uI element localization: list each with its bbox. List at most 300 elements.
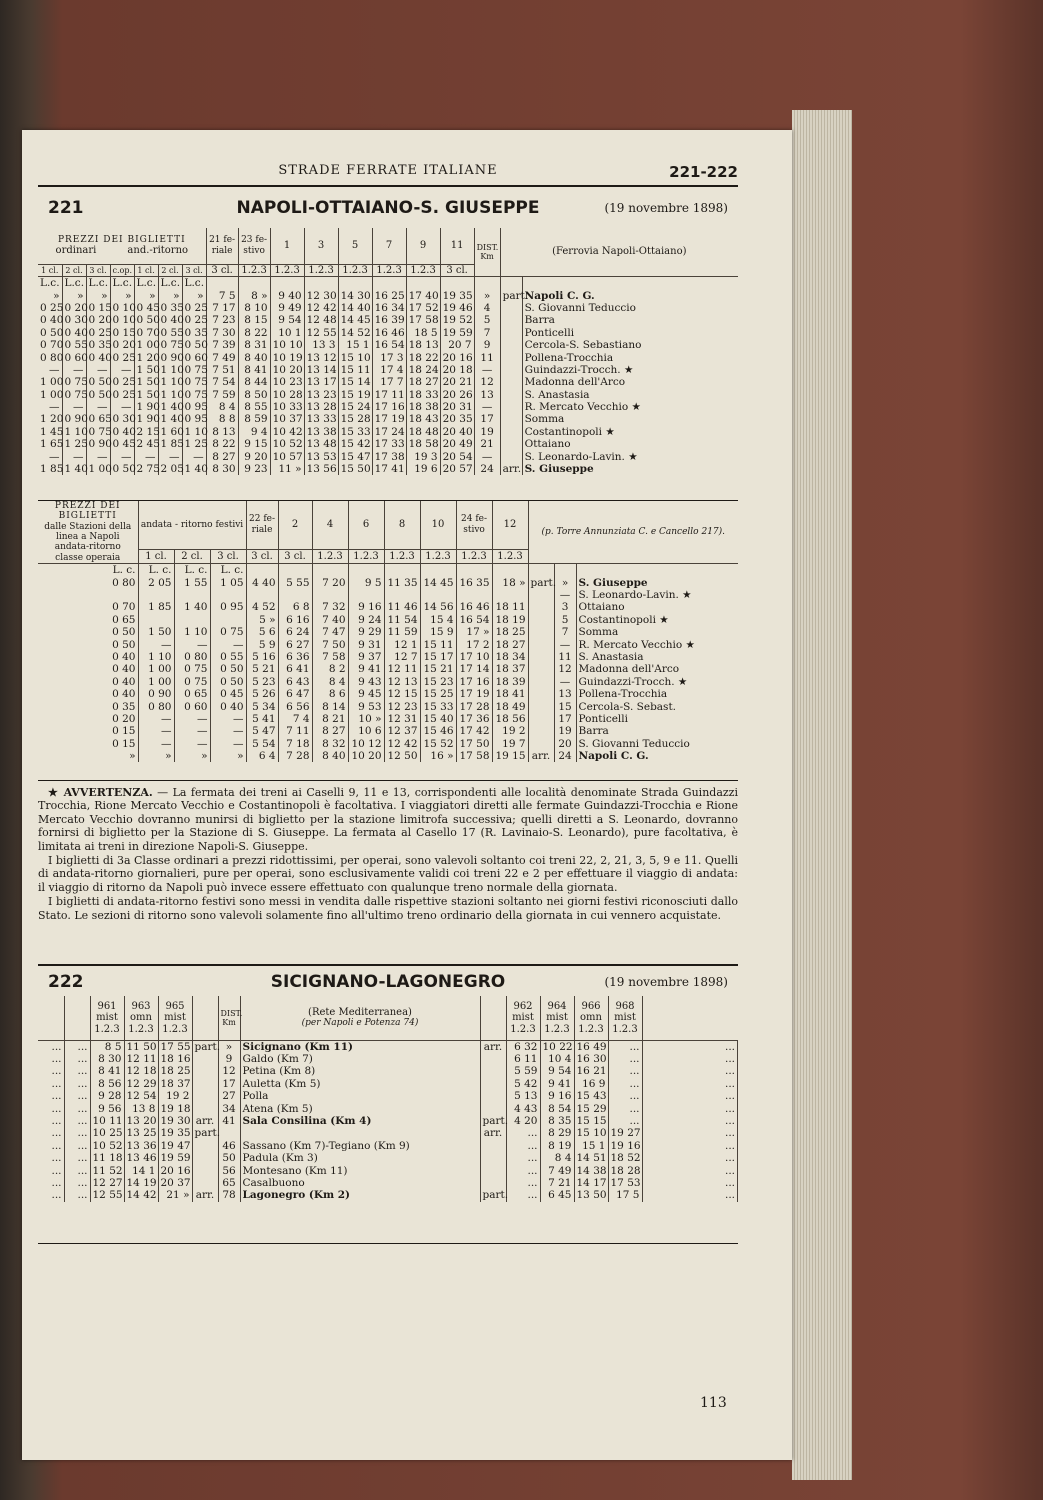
- fare-cell: —: [62, 364, 86, 376]
- time-cell: 6 43: [278, 676, 312, 688]
- time-cell: 17 50: [456, 738, 492, 750]
- time-cell: 16 49: [574, 1040, 608, 1053]
- fare-cell: —: [174, 725, 210, 737]
- time-cell: 17 28: [456, 700, 492, 712]
- fare-cell: 1 10: [182, 426, 206, 438]
- table-row: [38, 351, 738, 363]
- station-name: Ponticelli: [524, 326, 575, 339]
- time-cell: 18 25: [492, 626, 528, 638]
- table-row: [38, 700, 738, 712]
- distance-cell: —: [554, 676, 576, 688]
- time-cell: 13 25: [124, 1127, 158, 1139]
- time-cell: 11 18: [90, 1152, 124, 1164]
- fare-cell: 0 60: [174, 700, 210, 712]
- fare-cell: 0 50: [38, 638, 138, 650]
- time-cell: 7 18: [278, 738, 312, 750]
- time-cell: ...: [64, 1127, 90, 1139]
- train-col: 10: [420, 501, 456, 549]
- station-name: Costantinopoli ★: [578, 613, 669, 626]
- distance-cell: [218, 1127, 240, 1139]
- distance-cell: 56: [218, 1164, 240, 1176]
- time-cell: 10 52: [270, 438, 304, 450]
- class-col: 1.2.3: [384, 549, 420, 564]
- time-cell: 11 »: [270, 463, 304, 475]
- time-cell: 7 5: [206, 289, 238, 301]
- fare-cell: —: [138, 713, 174, 725]
- time-cell: 10 12: [348, 738, 384, 750]
- marker-cell: [192, 1140, 218, 1152]
- time-cell: 13 20: [124, 1115, 158, 1127]
- table-row: [38, 1053, 738, 1065]
- time-cell: 14 1: [124, 1164, 158, 1176]
- fare-cell: L.c.: [38, 277, 62, 290]
- time-cell: 18 5: [406, 327, 440, 339]
- class-col: 3 cl.: [440, 264, 474, 277]
- station-name: Casalbuono: [240, 1177, 480, 1189]
- time-cell: ...: [64, 1078, 90, 1090]
- time-cell: 19 46: [440, 302, 474, 314]
- time-cell: ...: [642, 1152, 738, 1164]
- up-train-number: 962: [513, 1000, 533, 1012]
- ticket-col: 3 cl.: [182, 264, 206, 277]
- time-cell: 10 19: [270, 351, 304, 363]
- time-cell: 8 55: [238, 401, 270, 413]
- time-cell: ...: [38, 1115, 64, 1127]
- station-name: Somma: [578, 626, 619, 639]
- time-cell: ...: [38, 1053, 64, 1065]
- fare-cell: »: [38, 289, 62, 301]
- distance-cell: 9: [474, 339, 500, 351]
- time-cell: 13 33: [304, 413, 338, 425]
- time-cell: 10 4: [540, 1053, 574, 1065]
- time-cell: 20 40: [440, 426, 474, 438]
- time-cell: 14 45: [420, 576, 456, 588]
- time-cell: 9 54: [270, 314, 304, 326]
- time-cell: 7 59: [206, 389, 238, 401]
- time-cell: 9 31: [348, 638, 384, 650]
- fare-cell: 1 60: [158, 426, 182, 438]
- section-number: 222: [48, 972, 84, 992]
- time-cell: 5 9: [246, 638, 278, 650]
- time-cell: ...: [642, 1090, 738, 1102]
- time-cell: ...: [608, 1090, 642, 1102]
- time-cell: 14 51: [574, 1152, 608, 1164]
- ticket-group-andata-ritorno: and.-ritorno: [127, 245, 189, 257]
- class-col: 1.2.3: [238, 264, 270, 277]
- fare-cell: 0 75: [174, 676, 210, 688]
- fare-cell: 2 75: [134, 463, 158, 475]
- railway-name: (Ferrovia Napoli-Ottaiano): [500, 228, 738, 277]
- time-cell: 4 43: [506, 1102, 540, 1114]
- time-cell: 13 3: [304, 339, 338, 351]
- table-row: [38, 413, 738, 425]
- time-cell: ...: [642, 1040, 738, 1053]
- time-cell: 18 48: [406, 426, 440, 438]
- time-cell: 7 17: [206, 302, 238, 314]
- fare-cell: 0 35: [158, 302, 182, 314]
- time-cell: ...: [642, 1078, 738, 1090]
- fare-cell: 0 75: [182, 376, 206, 388]
- fare-cell: 1 10: [62, 426, 86, 438]
- time-cell: ...: [642, 1115, 738, 1127]
- marker-cell: [528, 688, 554, 700]
- train-col: 3: [304, 228, 338, 264]
- station-name: Ottaiano: [524, 438, 571, 451]
- time-cell: 16 21: [574, 1065, 608, 1077]
- time-cell: 21 »: [158, 1189, 192, 1201]
- time-cell: 8 44: [238, 376, 270, 388]
- fare-cell: »: [210, 750, 246, 762]
- time-cell: 19 59: [158, 1152, 192, 1164]
- time-cell: 5 21: [246, 663, 278, 675]
- time-cell: 9 40: [270, 289, 304, 301]
- time-cell: ...: [64, 1164, 90, 1176]
- marker-cell: [500, 302, 522, 314]
- time-cell: 18 49: [492, 700, 528, 712]
- train-col: 4: [312, 501, 348, 549]
- class-col: 1.2.3: [348, 549, 384, 564]
- ticket-col: 1 cl.: [134, 264, 158, 277]
- distance-cell: 50: [218, 1152, 240, 1164]
- fare-cell: 0 40: [38, 651, 138, 663]
- time-cell: 5 23: [246, 676, 278, 688]
- time-cell: 16 54: [372, 339, 406, 351]
- marker-cell: part.: [500, 289, 522, 301]
- time-cell: 10 10: [270, 339, 304, 351]
- ticket-col: c.op.: [110, 264, 134, 277]
- time-cell: 10 28: [270, 389, 304, 401]
- table-row: [38, 1078, 738, 1090]
- class-col: 1.2.3: [338, 264, 372, 277]
- time-cell: [456, 564, 492, 577]
- time-cell: 12 42: [304, 302, 338, 314]
- time-cell: ...: [64, 1152, 90, 1164]
- fare-cell: L.c.: [86, 277, 110, 290]
- fare-cell: 0 40: [158, 314, 182, 326]
- time-cell: 16 25: [372, 289, 406, 301]
- time-cell: 7 58: [312, 651, 348, 663]
- table-row: [38, 626, 738, 638]
- time-cell: 5 47: [246, 725, 278, 737]
- table-row: [38, 601, 738, 613]
- time-cell: ...: [642, 1164, 738, 1176]
- time-cell: 8 40: [238, 351, 270, 363]
- fare-cell: 1 25: [182, 438, 206, 450]
- distance-cell: 5: [554, 614, 576, 626]
- time-cell: 14 45: [338, 314, 372, 326]
- time-cell: 17 4: [372, 364, 406, 376]
- down-train-class: 1.2.3: [162, 1023, 188, 1035]
- page-range: 221-222: [669, 163, 738, 181]
- fare-cell: 0 25: [182, 302, 206, 314]
- fare-cell: 1 65: [40, 438, 64, 451]
- time-cell: 18 38: [406, 401, 440, 413]
- time-cell: 15 11: [338, 364, 372, 376]
- time-cell: ...: [506, 1177, 540, 1189]
- time-cell: ...: [64, 1040, 90, 1053]
- time-cell: 6 8: [278, 601, 312, 613]
- distance-cell: [554, 564, 576, 577]
- fare-cell: 0 35: [86, 339, 110, 351]
- time-cell: 15 4: [420, 614, 456, 626]
- station-name: Pollena-Trocchia: [578, 688, 668, 701]
- station-name: S. Anastasia: [578, 650, 644, 663]
- station-name: S. Giuseppe: [524, 463, 594, 476]
- time-cell: 6 45: [540, 1189, 574, 1201]
- time-cell: 7 49: [540, 1164, 574, 1176]
- time-cell: 8 13: [206, 426, 238, 438]
- fare-cell: L.c.: [158, 277, 182, 290]
- marker-cell: [528, 676, 554, 688]
- fare-cell: —: [110, 364, 134, 376]
- fare-cell: 1 55: [174, 576, 210, 588]
- time-cell: 12 30: [304, 289, 338, 301]
- time-cell: 15 40: [420, 713, 456, 725]
- time-cell: 8 56: [90, 1078, 124, 1090]
- time-cell: 17 7: [372, 376, 406, 388]
- time-cell: ...: [642, 1177, 738, 1189]
- time-cell: 12 54: [124, 1090, 158, 1102]
- time-cell: ...: [642, 1140, 738, 1152]
- time-cell: 16 39: [372, 314, 406, 326]
- fare-cell: 1 50: [134, 376, 158, 388]
- down-train-number: 963: [131, 1000, 151, 1012]
- station-name: Ottaiano: [578, 601, 625, 614]
- time-cell: 17 41: [372, 463, 406, 475]
- fare-cell: —: [174, 738, 210, 750]
- time-cell: 19 16: [608, 1140, 642, 1152]
- fare-cell: 1 25: [62, 438, 86, 450]
- fare-cell: 0 30: [62, 314, 86, 326]
- station-name: S. Leonardo-Lavin. ★: [578, 589, 692, 601]
- class-col: 1.2.3: [406, 264, 440, 277]
- table-row: [38, 638, 738, 650]
- time-cell: 15 28: [338, 413, 372, 425]
- fare-cell: 0 25: [40, 301, 64, 314]
- distance-cell: 5: [474, 314, 500, 326]
- fare-cell: 2 15: [134, 426, 158, 438]
- fare-cell: »: [110, 289, 134, 301]
- time-cell: 10 20: [348, 750, 384, 762]
- distance-cell: 3: [554, 601, 576, 613]
- distance-cell: 24: [474, 463, 500, 475]
- table-row: [38, 688, 738, 700]
- table-row: [38, 1189, 738, 1201]
- fare-cell: —: [86, 364, 110, 376]
- time-cell: 8 2: [312, 663, 348, 675]
- time-cell: ...: [38, 1164, 64, 1176]
- fare-cell: —: [138, 725, 174, 737]
- time-cell: 18 19: [492, 614, 528, 626]
- fare-cell: 0 30: [110, 413, 134, 425]
- down-train-type: omn: [130, 1012, 152, 1023]
- time-cell: 10 22: [540, 1040, 574, 1053]
- time-cell: 17 24: [372, 426, 406, 438]
- time-cell: [384, 589, 420, 601]
- fare-cell: 0 95: [182, 413, 206, 425]
- ticket-header: PREZZI DEI BIGLIETTI: [54, 501, 121, 522]
- time-cell: 17 42: [456, 725, 492, 737]
- time-cell: 9 5: [348, 576, 384, 588]
- time-cell: 13 53: [304, 450, 338, 462]
- time-cell: 5 34: [246, 700, 278, 712]
- time-cell: 12 1: [384, 638, 420, 650]
- distance-cell: [474, 277, 500, 290]
- fare-cell: —: [138, 638, 174, 650]
- marker-cell: [528, 651, 554, 663]
- fare-cell: 1 40: [182, 463, 206, 475]
- notice-block: [38, 786, 738, 923]
- time-cell: ...: [64, 1115, 90, 1127]
- station-name: Petina (Km 8): [240, 1065, 480, 1077]
- time-cell: 17 36: [456, 713, 492, 725]
- time-cell: 10 25: [90, 1127, 124, 1139]
- fare-cell: 0 60: [62, 351, 86, 363]
- time-cell: 16 34: [372, 302, 406, 314]
- time-cell: 9 29: [348, 626, 384, 638]
- fare-cell: 0 95: [182, 401, 206, 413]
- time-cell: 10 6: [348, 725, 384, 737]
- time-cell: 10 42: [270, 426, 304, 438]
- time-cell: 7 51: [206, 364, 238, 376]
- time-cell: 9 24: [348, 614, 384, 626]
- ticket-col: 1 cl.: [138, 549, 174, 564]
- time-cell: 8 30: [206, 463, 238, 475]
- time-cell: 5 26: [246, 688, 278, 700]
- time-cell: 11 50: [124, 1040, 158, 1053]
- time-cell: 7 49: [206, 351, 238, 363]
- train-col: 2: [278, 501, 312, 549]
- table-row: [38, 1127, 738, 1139]
- marker-cell: [528, 614, 554, 626]
- fare-cell: 0 65: [38, 614, 138, 626]
- table-row: [38, 426, 738, 438]
- time-cell: 9 15: [238, 438, 270, 450]
- time-cell: 20 49: [440, 438, 474, 450]
- station-name: [576, 564, 738, 577]
- time-cell: 13 17: [304, 376, 338, 388]
- fare-cell: 0 50: [40, 326, 64, 339]
- distance-cell: 19: [554, 725, 576, 737]
- fare-cell: 1 40: [174, 601, 210, 613]
- marker-cell: [528, 589, 554, 601]
- station-name: Madonna dell'Arco: [524, 376, 626, 389]
- time-cell: ...: [38, 1127, 64, 1139]
- up-train-number: 964: [547, 1000, 567, 1012]
- time-cell: 17 14: [456, 663, 492, 675]
- time-cell: 19 2: [158, 1090, 192, 1102]
- time-cell: 8 5: [90, 1040, 124, 1053]
- time-cell: 15 10: [574, 1127, 608, 1139]
- marker-cell: [192, 1090, 218, 1102]
- station-name: Guindazzi-Trocch. ★: [578, 675, 688, 688]
- train-col: 8: [384, 501, 420, 549]
- class-col: 1.2.3: [456, 549, 492, 564]
- fare-cell: 1 00: [40, 388, 64, 401]
- time-cell: 8 15: [238, 314, 270, 326]
- marker-cell: [500, 450, 522, 462]
- time-cell: 8 6: [312, 688, 348, 700]
- time-cell: 12 13: [384, 676, 420, 688]
- time-cell: 8 14: [312, 700, 348, 712]
- time-cell: 8 59: [238, 413, 270, 425]
- time-cell: 10 23: [270, 376, 304, 388]
- time-cell: 8 4: [312, 676, 348, 688]
- fare-cell: 0 50: [110, 463, 134, 475]
- time-cell: 11 52: [90, 1164, 124, 1176]
- section-222-rule: [38, 964, 738, 966]
- time-cell: ...: [642, 1189, 738, 1201]
- time-cell: 12 55: [304, 327, 338, 339]
- table-row: [38, 364, 738, 376]
- timetable-221-outbound: [38, 228, 738, 475]
- distance-cell: 12: [554, 663, 576, 675]
- notice-paragraph-3: I biglietti di andata-ritorno festivi sono messi in vendita dalle rispettive stazioni soltanto nei giorni festivi riconosciuti dallo Stato. Le sezioni di ritorno sono valevoli solamente fino all'ultimo treno ordinario della giornata in cui vennero acquistate.: [38, 895, 738, 922]
- table-row: [38, 1102, 738, 1114]
- page-edges: [792, 110, 852, 1480]
- up-train-class: 1.2.3: [578, 1023, 604, 1035]
- fare-cell: 0 45: [110, 438, 134, 450]
- station-name: Ponticelli: [578, 712, 629, 725]
- time-cell: ...: [506, 1189, 540, 1201]
- distance-cell: »: [218, 1040, 240, 1053]
- train-col: 23 fe-stivo: [238, 228, 270, 264]
- up-train-type: mist: [614, 1012, 636, 1023]
- station-name: Montesano (Km 11): [240, 1164, 480, 1176]
- station-name: Cercola-S. Sebastiano: [524, 339, 642, 352]
- time-cell: 19 52: [440, 314, 474, 326]
- table-row: [38, 389, 738, 401]
- marker-cell: part.: [192, 1040, 218, 1053]
- time-cell: 8 22: [206, 438, 238, 450]
- time-cell: 13 36: [124, 1140, 158, 1152]
- time-cell: 7 50: [312, 638, 348, 650]
- time-cell: ...: [506, 1140, 540, 1152]
- station-name: Napoli C. G.: [524, 289, 595, 302]
- fare-cell: 0 80: [138, 700, 174, 712]
- marker-cell: [500, 426, 522, 438]
- distance-cell: 7: [554, 626, 576, 638]
- fare-cell: 0 40: [86, 351, 110, 363]
- time-cell: [384, 564, 420, 577]
- time-cell: 5 41: [246, 713, 278, 725]
- time-cell: ...: [506, 1127, 540, 1139]
- time-cell: 12 42: [384, 738, 420, 750]
- fare-cell: 0 15: [38, 738, 138, 750]
- fare-cell: 0 20: [110, 339, 134, 351]
- marker-cell: [528, 638, 554, 650]
- section-number: 221: [48, 198, 84, 218]
- fare-cell: L.c.: [110, 277, 134, 290]
- station-name: Barra: [578, 725, 609, 738]
- time-cell: 10 »: [348, 713, 384, 725]
- time-cell: ...: [642, 1065, 738, 1077]
- time-cell: 5 6: [246, 626, 278, 638]
- time-cell: 9 43: [348, 676, 384, 688]
- time-cell: 19 27: [608, 1127, 642, 1139]
- station-name: R. Mercato Vecchio ★: [578, 638, 695, 651]
- fare-cell: 0 55: [158, 327, 182, 339]
- distance-cell: 34: [218, 1102, 240, 1114]
- time-cell: 17 3: [372, 351, 406, 363]
- time-cell: 8 40: [312, 750, 348, 762]
- time-cell: 8 54: [540, 1102, 574, 1114]
- time-cell: ...: [38, 1102, 64, 1114]
- table-row: [38, 1140, 738, 1152]
- time-cell: 18 28: [608, 1164, 642, 1176]
- time-cell: 12 37: [384, 725, 420, 737]
- table-row: [38, 676, 738, 688]
